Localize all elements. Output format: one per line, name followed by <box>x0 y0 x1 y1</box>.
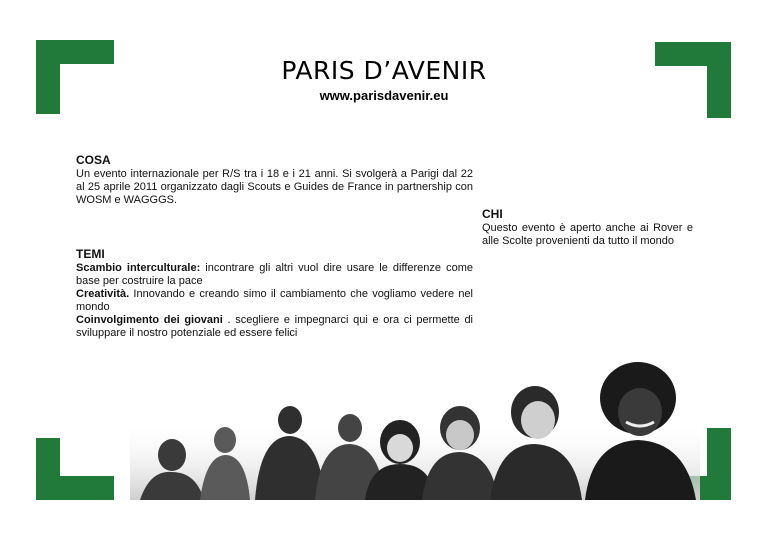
temi-item-text: incontrare gli altri vuol dire usare le differenze come base per costruire la pace <box>76 262 473 287</box>
scouts-group-photo <box>130 360 700 500</box>
temi-item-youth-involvement <box>76 314 473 340</box>
temi-section <box>76 248 473 340</box>
chi-text: Questo evento è aperto anche ai Rover e alle Scolte provenienti da tutto il mondo <box>482 222 693 247</box>
cosa-section <box>76 154 473 207</box>
temi-item-label: Coinvolgimento dei giovani <box>76 314 223 326</box>
cosa-text: Un evento internazionale per R/S tra i 18 e i 21 anni. Si svolgerà a Parigi dal 22 al 25 aprile 2011 organizzato dagli Scouts e Guides de France in partnership con WOSM e WAGGGS. <box>76 168 473 206</box>
temi-heading: TEMI <box>76 247 105 261</box>
chi-section <box>482 208 693 248</box>
page-title: PARIS D’AVENIR <box>281 56 487 85</box>
temi-item-label: Creatività. <box>76 288 130 300</box>
website-url: www.parisdavenir.eu <box>319 88 449 103</box>
temi-item-label: Scambio interculturale: <box>76 262 201 274</box>
temi-item-intercultural <box>76 262 473 288</box>
temi-item-text: Innovando e creando simo il cambiamento che vogliamo vedere nel mondo <box>76 288 473 313</box>
chi-heading: CHI <box>482 207 503 221</box>
temi-item-creativity <box>76 288 473 314</box>
temi-item-text: . scegliere e impegnarci qui e ora ci permette di sviluppare il nostro potenziale ed essere felici <box>76 314 473 339</box>
cosa-heading: COSA <box>76 153 111 167</box>
